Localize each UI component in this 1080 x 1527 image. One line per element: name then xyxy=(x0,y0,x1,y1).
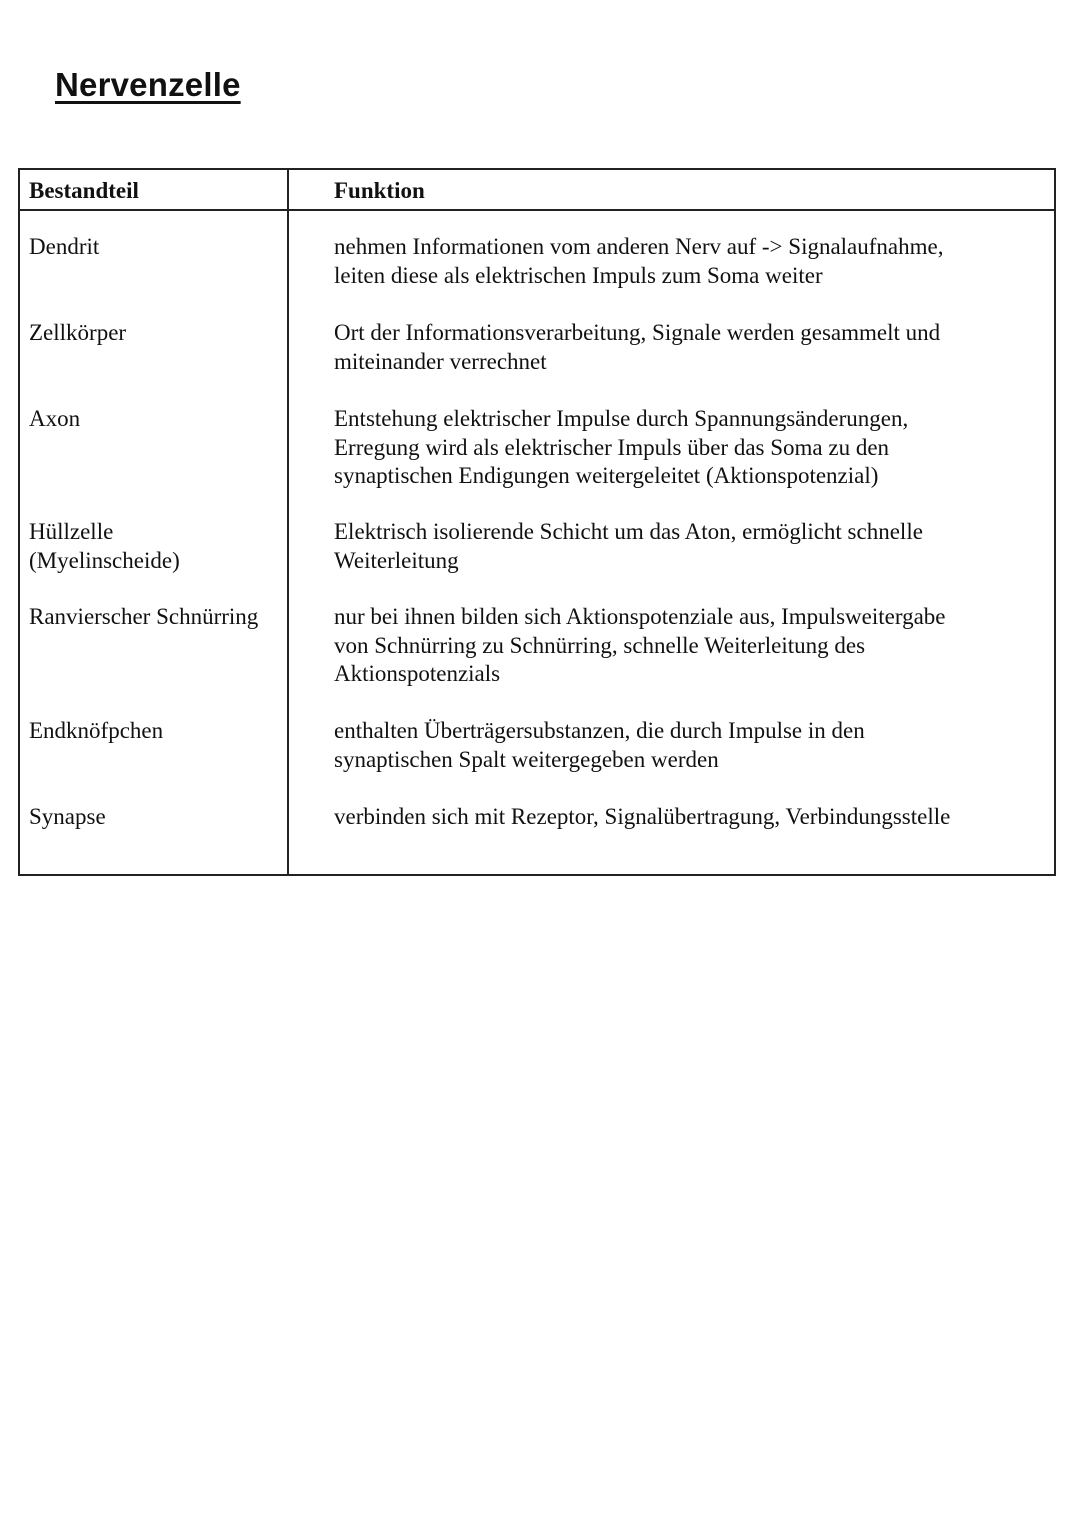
part-line: Synapse xyxy=(29,804,106,829)
part-line: Ranvierscher Schnürring xyxy=(29,604,259,629)
row-ranvier-part xyxy=(29,603,258,632)
header-divider xyxy=(20,209,1054,211)
function-line: Entstehung elektrischer Impulse durch Spannungsänderungen, xyxy=(334,406,909,431)
function-line: synaptischen Endigungen weitergeleitet (Aktionspotenzial) xyxy=(334,463,879,488)
row-huellzelle-part xyxy=(29,518,180,575)
function-line: Weiterleitung xyxy=(334,547,459,573)
function-line: verbinden sich mit Rezeptor, Signalübertragung, Verbindungsstelle xyxy=(334,804,951,829)
function-line: von Schnürring zu Schnürring, schnelle Weiterleitung des xyxy=(334,632,866,658)
function-line: nehmen Informationen vom anderen Nerv auf -> Signalaufnahme, xyxy=(334,234,944,259)
header-funktion: Funktion xyxy=(334,178,425,203)
row-axon-part xyxy=(29,405,80,434)
row-dendrit-part xyxy=(29,233,99,262)
row-axon-function xyxy=(334,405,908,491)
part-line: Axon xyxy=(29,406,81,431)
part-line: Endknöfpchen xyxy=(29,718,164,743)
row-huellzelle-function xyxy=(334,518,923,575)
row-ranvier-function xyxy=(334,603,946,689)
function-line: enthalten Überträgersubstanzen, die durch Impulse in den xyxy=(334,718,865,743)
header-bestandteil: Bestandteil xyxy=(29,178,139,203)
part-line: Zellkörper xyxy=(29,320,127,345)
function-line: nur bei ihnen bilden sich Aktionspotenziale aus, Impulsweitergabe xyxy=(334,604,946,629)
row-synapse-function xyxy=(334,803,950,832)
function-line: leiten diese als elektrischen Impuls zum Soma weiter xyxy=(334,262,823,288)
row-zellkoerper-function xyxy=(334,319,940,376)
row-endknoepfchen-function xyxy=(334,717,865,774)
function-line: Erregung wird als elektrischer Impuls über das Soma zu den xyxy=(334,434,890,460)
function-line: Elektrisch isolierende Schicht um das Aton, ermöglicht schnelle xyxy=(334,519,923,544)
part-line: Dendrit xyxy=(29,234,100,259)
part-line: Hüllzelle xyxy=(29,519,114,544)
row-dendrit-function xyxy=(334,233,943,290)
column-divider xyxy=(287,170,289,874)
page-title: Nervenzelle xyxy=(55,66,241,103)
part-line: (Myelinscheide) xyxy=(29,547,180,573)
function-line: Aktionspotenzials xyxy=(334,661,501,686)
function-line: synaptischen Spalt weitergegeben werden xyxy=(334,746,719,772)
row-synapse-part xyxy=(29,803,106,832)
row-zellkoerper-part xyxy=(29,319,126,348)
function-line: miteinander verrechnet xyxy=(334,348,547,374)
function-line: Ort der Informationsverarbeitung, Signale werden gesammelt und xyxy=(334,320,941,345)
component-function-table xyxy=(18,168,1056,876)
row-endknoepfchen-part xyxy=(29,717,163,746)
